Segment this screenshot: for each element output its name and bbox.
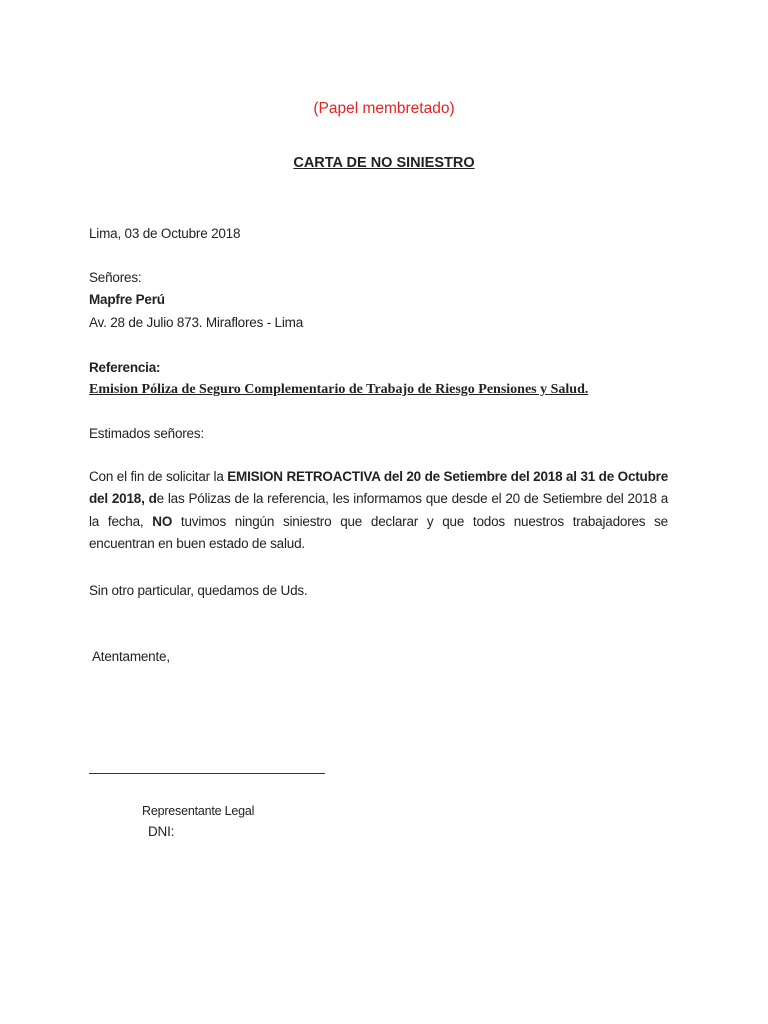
reference-label: Referencia: <box>89 360 161 375</box>
body-text-3: tuvimos ningún siniestro que declarar y que todos nuestros trabajadores se encuentran en buen estado de salud. <box>89 513 668 551</box>
recipient-address: Av. 28 de Julio 873. Miraflores - Lima <box>89 315 304 330</box>
recipient-salutation: Señores: <box>89 270 142 285</box>
letter-title: CARTA DE NO SINIESTRO <box>293 155 475 171</box>
body-text-emphasis-dates: EMISION RETROACTIVA del 20 de Setiembre del 2018 al 31 de Octubre del 2018, d <box>89 469 668 507</box>
signature-line <box>89 773 325 774</box>
date-line: Lima, 03 de Octubre 2018 <box>89 226 241 241</box>
signature-role: Representante Legal <box>142 804 255 818</box>
sign-off: Atentamente, <box>92 649 170 664</box>
recipient-company: Mapfre Perú <box>89 292 165 307</box>
closing-line: Sin otro particular, quedamos de Uds. <box>89 583 308 598</box>
body-text-emphasis-no: NO <box>152 513 173 529</box>
reference-text: Emision Póliza de Seguro Complementario de Trabajo de Riesgo Pensiones y Salud. <box>89 382 589 397</box>
signature-id-label: DNI: <box>148 824 175 839</box>
body-paragraph <box>89 466 668 555</box>
body-text-2: e las Pólizas de la referencia, les informamos que desde el 20 de Setiembre del 2018 a la fecha, <box>89 491 668 529</box>
greeting: Estimados señores: <box>89 426 204 441</box>
body-text-1: Con el fin de solicitar la <box>89 469 228 484</box>
letterhead-placeholder: (Papel membretado) <box>313 100 455 117</box>
